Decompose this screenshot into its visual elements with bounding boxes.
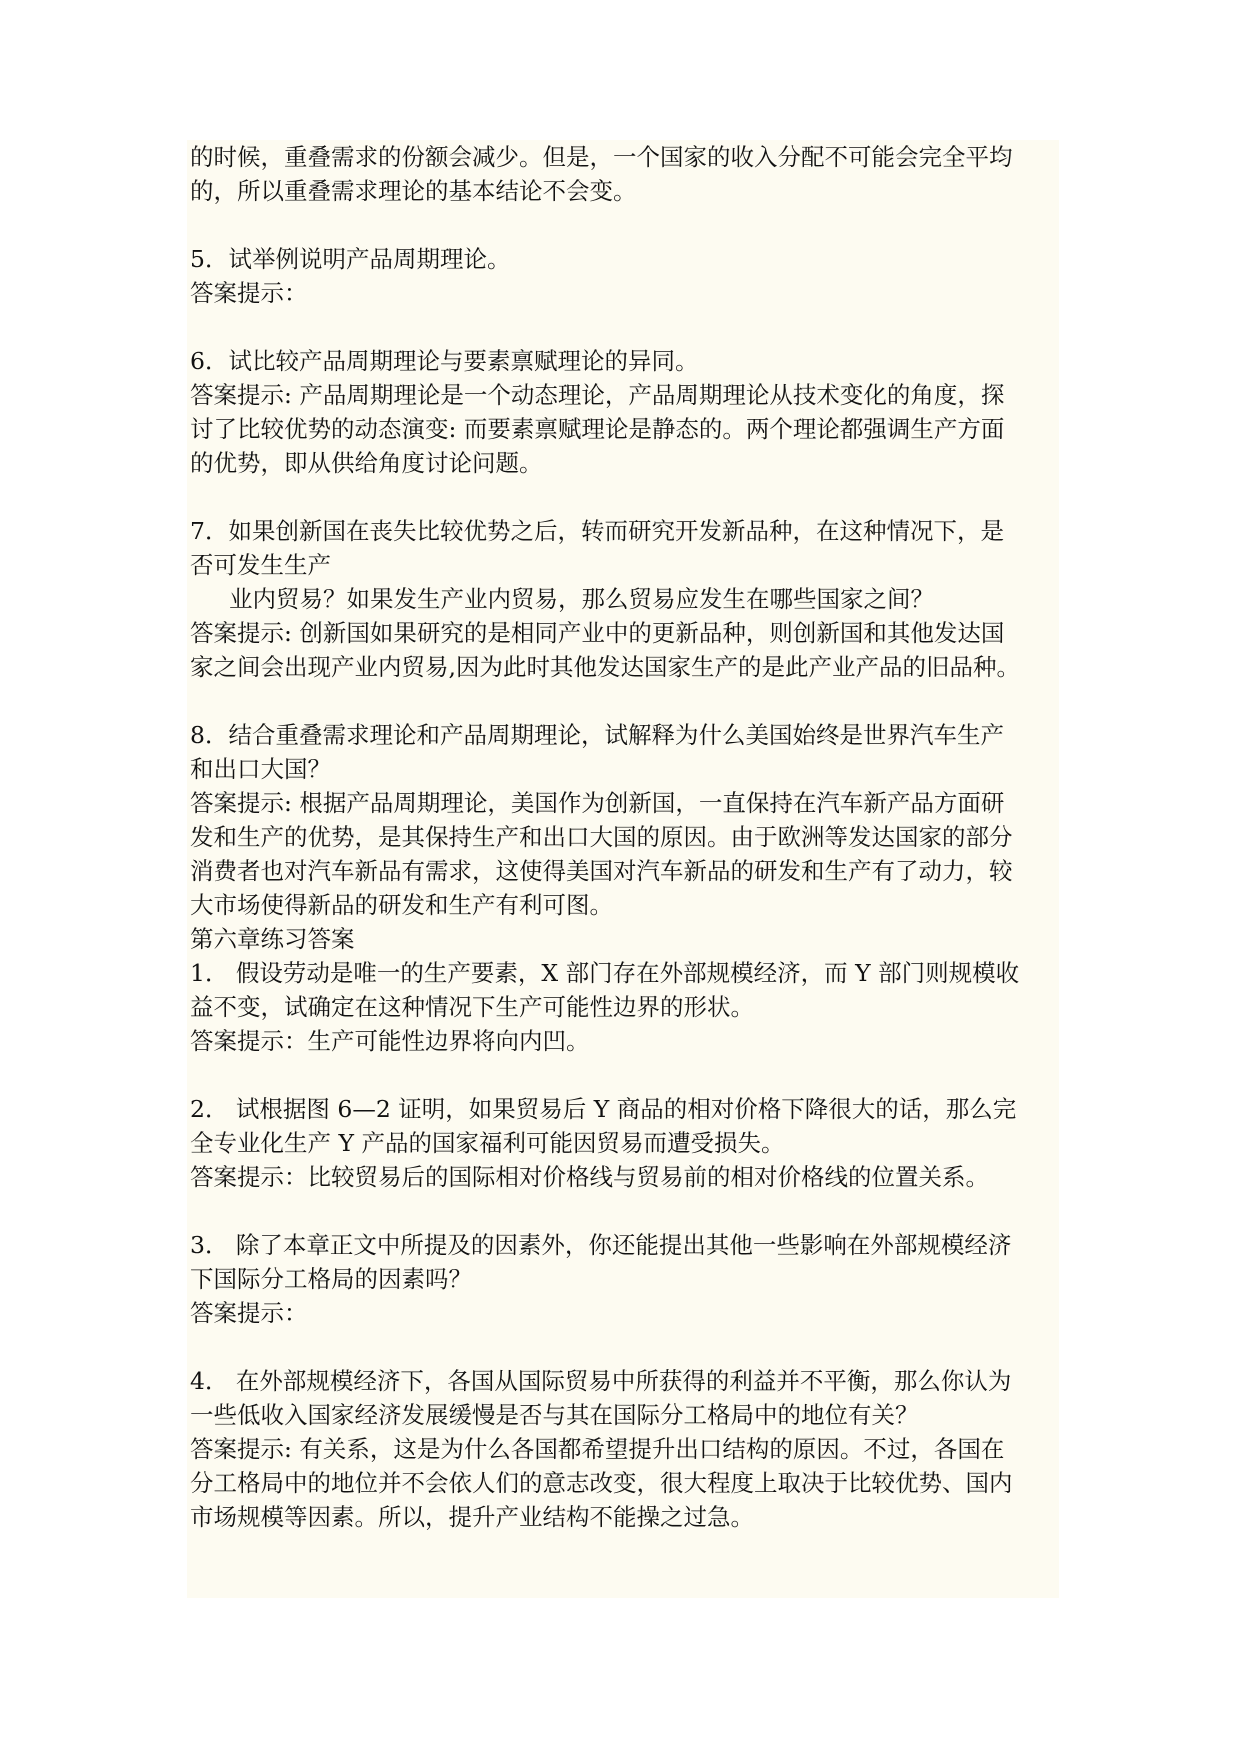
question-text: 8．结合重叠需求理论和产品周期理论，试解释为什么美国始终是世界汽车生产 <box>190 721 1004 749</box>
question-7 <box>187 514 1059 684</box>
question-text: 3． 除了本章正文中所提及的因素外，你还能提出其他一些影响在外部规模经济 <box>190 1231 1012 1259</box>
question-text: 4． 在外部规模经济下，各国从国际贸易中所获得的利益并不平衡，那么你认为 <box>190 1367 1012 1395</box>
paragraph-gap <box>187 310 1059 344</box>
answer-hint: 答案提示: 根据产品周期理论，美国作为创新国，一直保持在汽车新产品方面研 <box>190 789 1005 817</box>
paragraph-gap <box>187 1330 1059 1364</box>
answer-hint: 答案提示: 产品周期理论是一个动态理论，产品周期理论从技术变化的角度，探 <box>190 381 1005 409</box>
answer-hint: 答案提示： <box>190 279 308 307</box>
answer-text: 大市场使得新品的研发和生产有利可图。 <box>190 891 613 919</box>
question-text: 6．试比较产品周期理论与要素禀赋理论的异同。 <box>190 347 699 375</box>
text-line: 的时候，重叠需求的份额会减少。但是，一个国家的收入分配不可能会完全平均 <box>190 143 1013 171</box>
paragraph-gap <box>187 1194 1059 1228</box>
question-text: 7．如果创新国在丧失比较优势之后，转而研究开发新品种，在这种情况下，是 <box>190 517 1004 545</box>
question-text: 业内贸易？如果发生产业内贸易，那么贸易应发生在哪些国家之间？ <box>229 585 934 613</box>
answer-hint: 答案提示: 有关系，这是为什么各国都希望提升出口结构的原因。不过，各国在 <box>190 1435 1005 1463</box>
question-text: 下国际分工格局的因素吗？ <box>190 1265 472 1293</box>
paragraph-gap <box>187 1058 1059 1092</box>
question-text: 和出口大国？ <box>190 755 331 783</box>
paragraph-gap <box>187 208 1059 242</box>
paragraph-gap <box>187 480 1059 514</box>
question-6 <box>187 344 1059 480</box>
answer-text: 消费者也对汽车新品有需求，这使得美国对汽车新品的研发和生产有了动力，较 <box>190 857 1013 885</box>
document-page <box>187 140 1059 1598</box>
question-text: 全专业化生产 Y 产品的国家福利可能因贸易而遭受损失。 <box>190 1129 785 1157</box>
chapter-6-question-3 <box>187 1228 1059 1330</box>
answer-text: 分工格局中的地位并不会依人们的意志改变，很大程度上取决于比较优势、国内 <box>190 1469 1013 1497</box>
answer-hint: 答案提示: 创新国如果研究的是相同产业中的更新品种，则创新国和其他发达国 <box>190 619 1005 647</box>
answer-text: 市场规模等因素。所以，提升产业结构不能操之过急。 <box>190 1503 754 1531</box>
text-line: 的，所以重叠需求理论的基本结论不会变。 <box>190 177 637 205</box>
chapter-6-question-4 <box>187 1364 1059 1534</box>
question-text: 一些低收入国家经济发展缓慢是否与其在国际分工格局中的地位有关？ <box>190 1401 919 1429</box>
chapter-heading: 第六章练习答案 <box>190 925 355 953</box>
answer-text: 讨了比较优势的动态演变: 而要素禀赋理论是静态的。两个理论都强调生产方面 <box>190 415 1005 443</box>
paragraph-gap <box>187 684 1059 718</box>
question-text: 益不变，试确定在这种情况下生产可能性边界的形状。 <box>190 993 754 1021</box>
answer-text: 家之间会出现产业内贸易,因为此时其他发达国家生产的是此产业产品的旧品种。 <box>190 653 1020 681</box>
question-8-and-chapter-6 <box>187 718 1059 1058</box>
answer-text: 的优势，即从供给角度讨论问题。 <box>190 449 543 477</box>
question-text: 1． 假设劳动是唯一的生产要素，X 部门存在外部规模经济，而 Y 部门则规模收 <box>190 959 1020 987</box>
chapter-6-question-2 <box>187 1092 1059 1194</box>
answer-text: 发和生产的优势，是其保持生产和出口大国的原因。由于欧洲等发达国家的部分 <box>190 823 1013 851</box>
paragraph-overlap-demand <box>187 140 1059 208</box>
answer-hint: 答案提示：生产可能性边界将向内凹。 <box>190 1027 590 1055</box>
question-5 <box>187 242 1059 310</box>
answer-hint: 答案提示：比较贸易后的国际相对价格线与贸易前的相对价格线的位置关系。 <box>190 1163 989 1191</box>
question-text: 5．试举例说明产品周期理论。 <box>190 245 511 273</box>
question-text: 2． 试根据图 6—2 证明，如果贸易后 Y 商品的相对价格下降很大的话，那么完 <box>190 1095 1017 1123</box>
answer-hint: 答案提示： <box>190 1299 308 1327</box>
question-text: 否可发生生产 <box>190 551 331 579</box>
